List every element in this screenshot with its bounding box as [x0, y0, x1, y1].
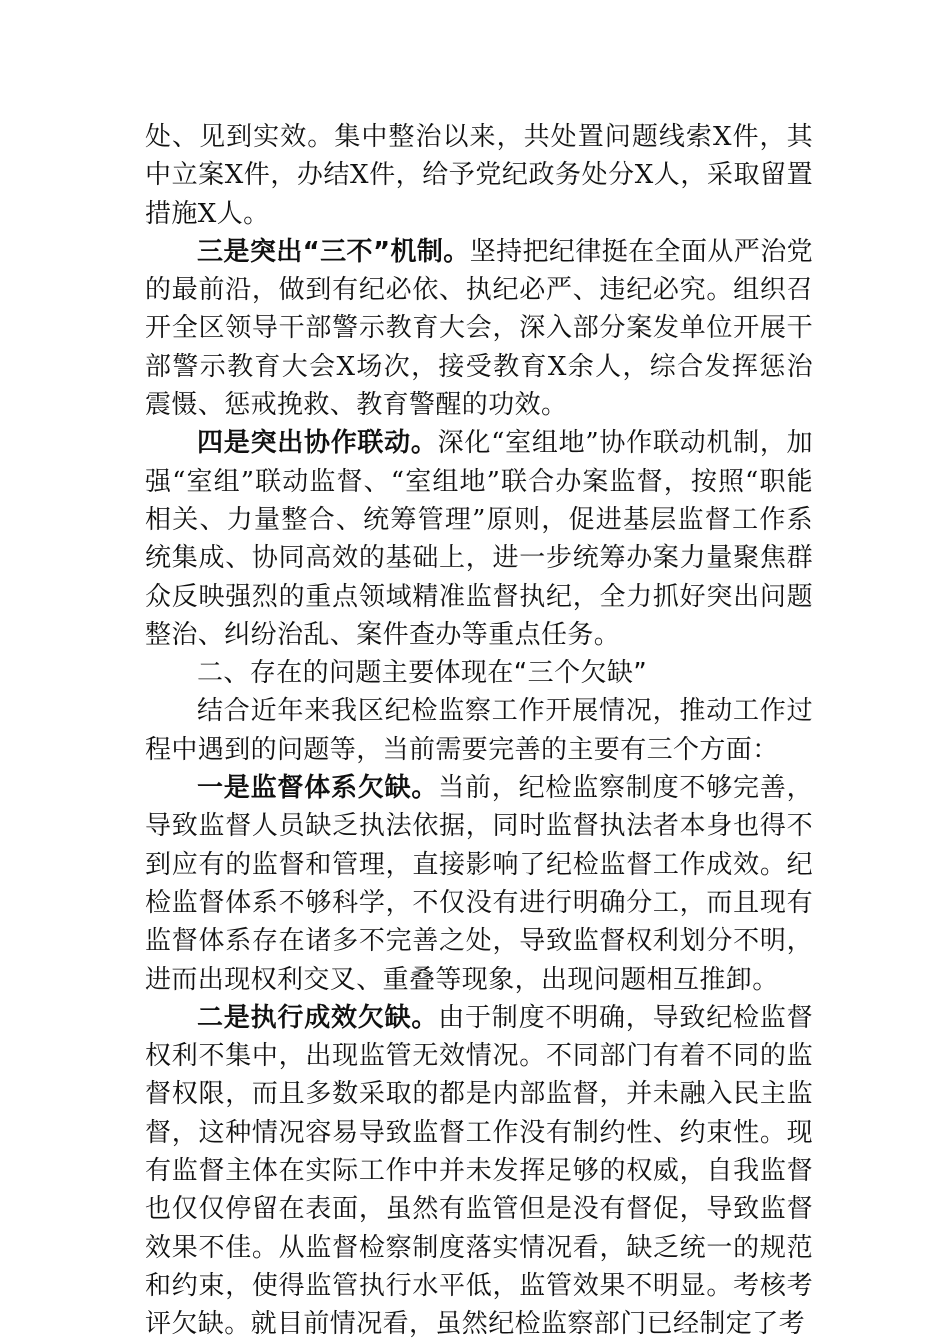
paragraph-1: 处、见到实效。集中整治以来，共处置问题线索X件，其中立案X件，办结X件，给予党纪政务处分X人，采取留置措施X人。: [145, 122, 813, 229]
paragraph-lead: 三是突出“三不”机制。: [197, 236, 470, 267]
paragraph-body: 当前，纪检监察制度不够完善，导致监督人员缺乏执法依据，同时监督执法者本身也得不到应有的监督和管理，直接影响了纪检监督工作成效。纪检监督体系不够科学，不仅没有进行明确分工，而且现有监督体系存在诸多不完善之处，导致监督权利划分不明，进而出现权利交叉、重叠等现象，出现问题相互推卸。: [145, 773, 813, 995]
paragraph-supervision-system: [145, 769, 813, 999]
paragraph-lead: 二是执行成效欠缺。: [197, 1002, 439, 1033]
paragraph-three-no-mechanism: [145, 233, 813, 424]
paragraph-intro: 结合近年来我区纪检监察工作开展情况，推动工作过程中遇到的问题等，当前需要完善的主要有三个方面：: [145, 696, 813, 765]
section-heading: 二、存在的问题主要体现在“三个欠缺”: [197, 658, 648, 689]
paragraph-collaboration: [145, 424, 813, 654]
paragraph-lead: 一是监督体系欠缺。: [197, 773, 439, 804]
paragraph-lead: 四是突出协作联动。: [197, 428, 438, 459]
paragraph-body: 深化“室组地”协作联动机制，加强“室组”联动监督、“室组地”联合办案监督，按照“职能相关、力量整合、统筹管理”原则，促进基层监督工作系统集成、协同高效的基础上，进一步统筹办案力量聚焦群众反映强烈的重点领域精准监督执纪，全力抓好突出问题整治、纠纷治乱、案件查办等重点任务。: [145, 428, 813, 650]
paragraph-execution-effect: [145, 999, 813, 1344]
paragraph-body: 坚持把纪律挺在全面从严治党的最前沿，做到有纪必依、执纪必严、违纪必究。组织召开全区领导干部警示教育大会，深入部分案发单位开展干部警示教育大会X场次，接受教育X余人，综合发挥惩治震慑、惩戒挽救、教育警醒的功效。: [145, 236, 814, 421]
document-page: [145, 118, 813, 1344]
paragraph-body: 由于制度不明确，导致纪检监督权利不集中，出现监管无效情况。不同部门有着不同的监督权限，而且多数采取的都是内部监督，并未融入民主监督，这种情况容易导致监督工作没有制约性、约束性。现有监督主体在实际工作中并未发挥足够的权威，自我监督也仅仅停留在表面，虽然有监管但是没有督促，导致监督效果不佳。从监督检察制度落实情况看，缺乏统一的规范和约束，使得监管执行水平低，监管效果不明显。考核考评欠缺。就目前情况看，虽然纪检监察部门已经制定了考: [145, 1002, 813, 1340]
